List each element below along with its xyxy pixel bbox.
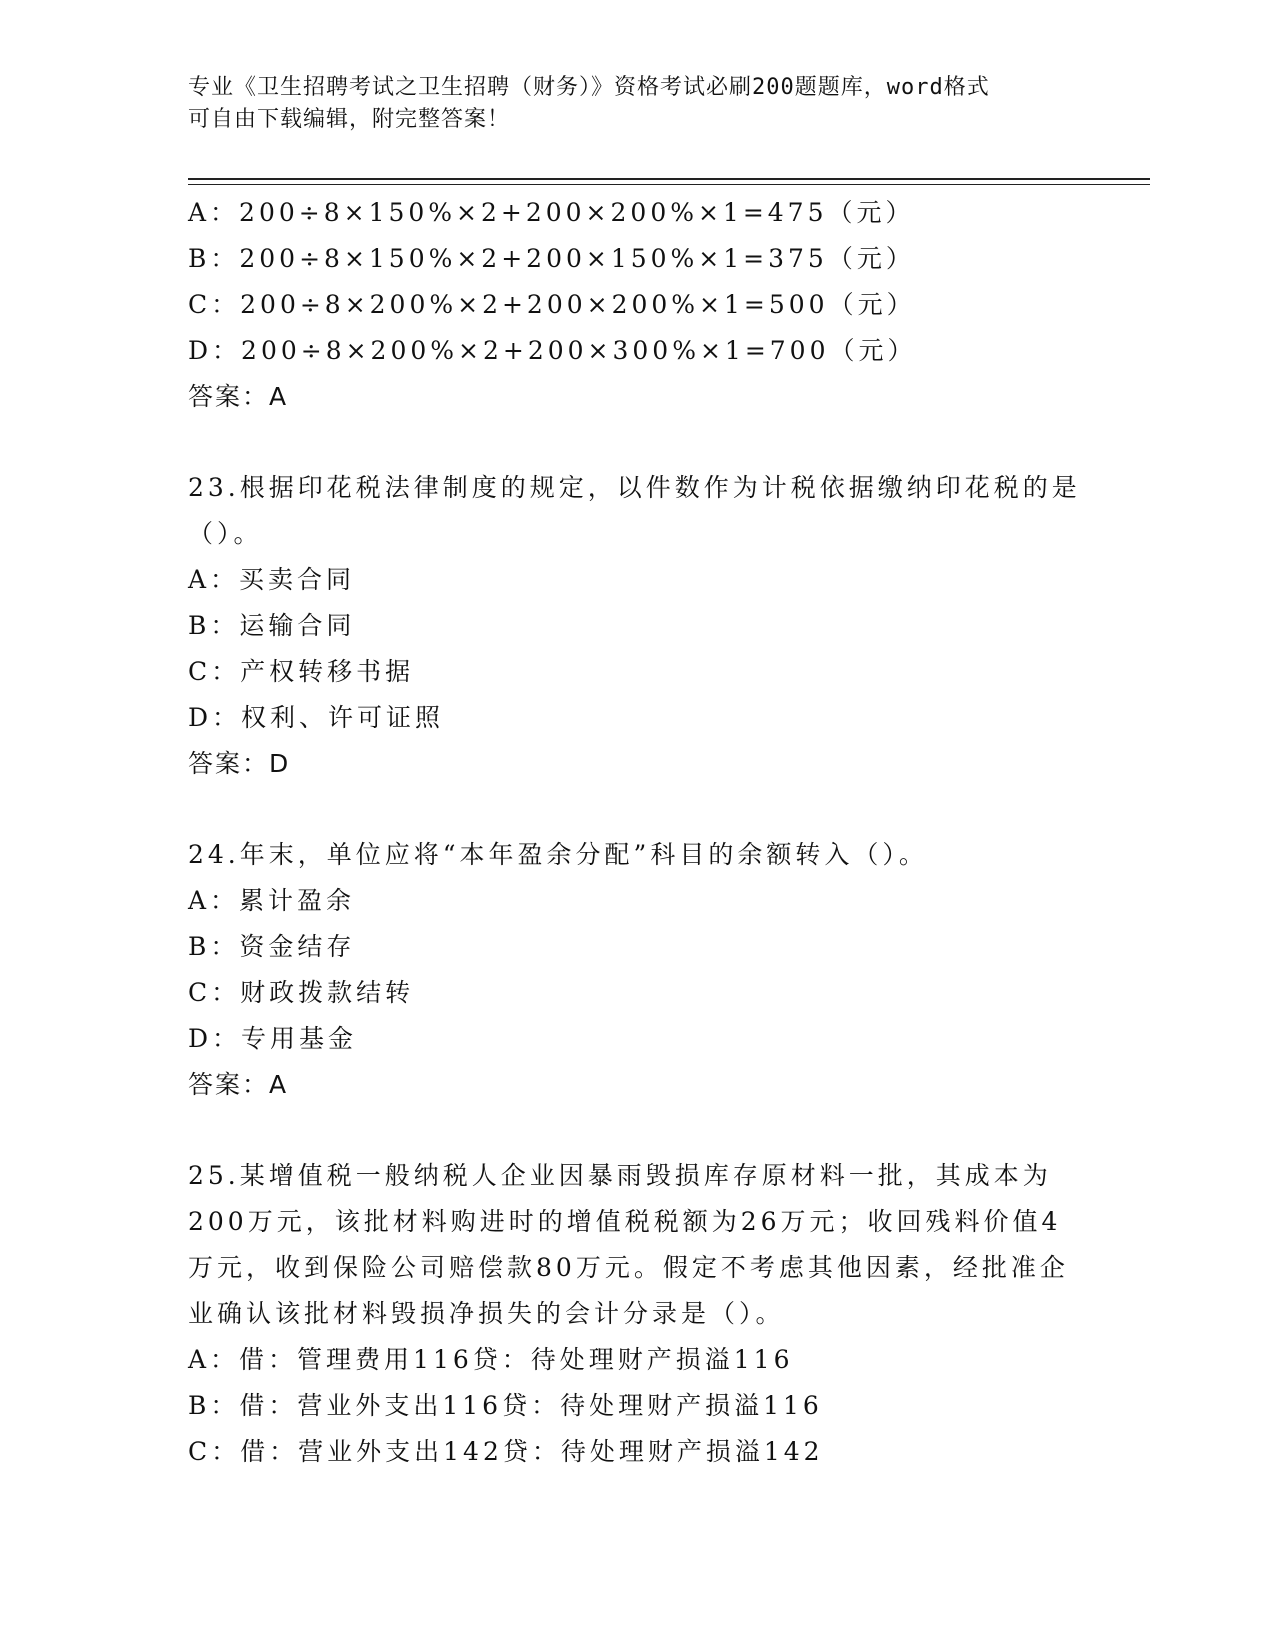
option-a: A：买卖合同: [188, 565, 356, 594]
question-list: [188, 190, 1088, 1475]
option-d: D：权利、许可证照: [188, 703, 445, 732]
option-c: C：借：营业外支出142贷：待处理财产损溢142: [188, 1437, 824, 1466]
header-divider-thick: [188, 178, 1150, 180]
option-b: B：借：营业外支出116贷：待处理财产损溢116: [188, 1391, 823, 1420]
question-23: [188, 465, 1088, 787]
option-c: C：产权转移书据: [188, 657, 415, 686]
spacer: [188, 420, 1088, 465]
option-b: B：200÷8×150%×2+200×150%×1=375（元）: [188, 244, 915, 273]
header-line-1: 专业《卫生招聘考试之卫生招聘（财务）》资格考试必刷200题题库，word格式: [188, 75, 990, 100]
option-c: C：200÷8×200%×2+200×200%×1=500（元）: [188, 290, 916, 319]
document-header: [188, 72, 1068, 136]
option-a: A：200÷8×150%×2+200×200%×1=475（元）: [188, 198, 915, 227]
answer-line: 答案：D: [188, 749, 291, 778]
question-stem-line-2: 200万元，该批材料购进时的增值税税额为26万元；收回残料价值4: [188, 1207, 1062, 1236]
option-b: B：运输合同: [188, 611, 356, 640]
option-a: A：借：管理费用116贷：待处理财产损溢116: [188, 1345, 794, 1374]
header-line-2: 可自由下载编辑，附完整答案！: [188, 107, 511, 132]
spacer: [188, 787, 1088, 832]
question-stem-line-3: 万元，收到保险公司赔偿款80万元。假定不考虑其他因素，经批准企: [188, 1253, 1069, 1282]
question-stem-line-1: 24.年末，单位应将“本年盈余分配”科目的余额转入（）。: [188, 840, 928, 869]
option-d: D：200÷8×200%×2+200×300%×1=700（元）: [188, 336, 917, 365]
question-22: [188, 190, 1088, 420]
option-c: C：财政拨款结转: [188, 978, 415, 1007]
question-25: [188, 1153, 1088, 1475]
answer-line: 答案：A: [188, 382, 289, 411]
option-b: B：资金结存: [188, 932, 356, 961]
spacer: [188, 1108, 1088, 1153]
option-a: A：累计盈余: [188, 886, 356, 915]
question-stem-line-2: （）。: [188, 519, 263, 548]
question-stem-line-1: 25.某增值税一般纳税人企业因暴雨毁损库存原材料一批，其成本为: [188, 1161, 1052, 1190]
option-d: D：专用基金: [188, 1024, 358, 1053]
question-stem-line-1: 23.根据印花税法律制度的规定，以件数作为计税依据缴纳印花税的是: [188, 473, 1081, 502]
header-divider-thin: [188, 184, 1150, 185]
question-24: [188, 832, 1088, 1108]
answer-line: 答案：A: [188, 1070, 289, 1099]
question-stem-line-4: 业确认该批材料毁损净损失的会计分录是（）。: [188, 1299, 785, 1328]
